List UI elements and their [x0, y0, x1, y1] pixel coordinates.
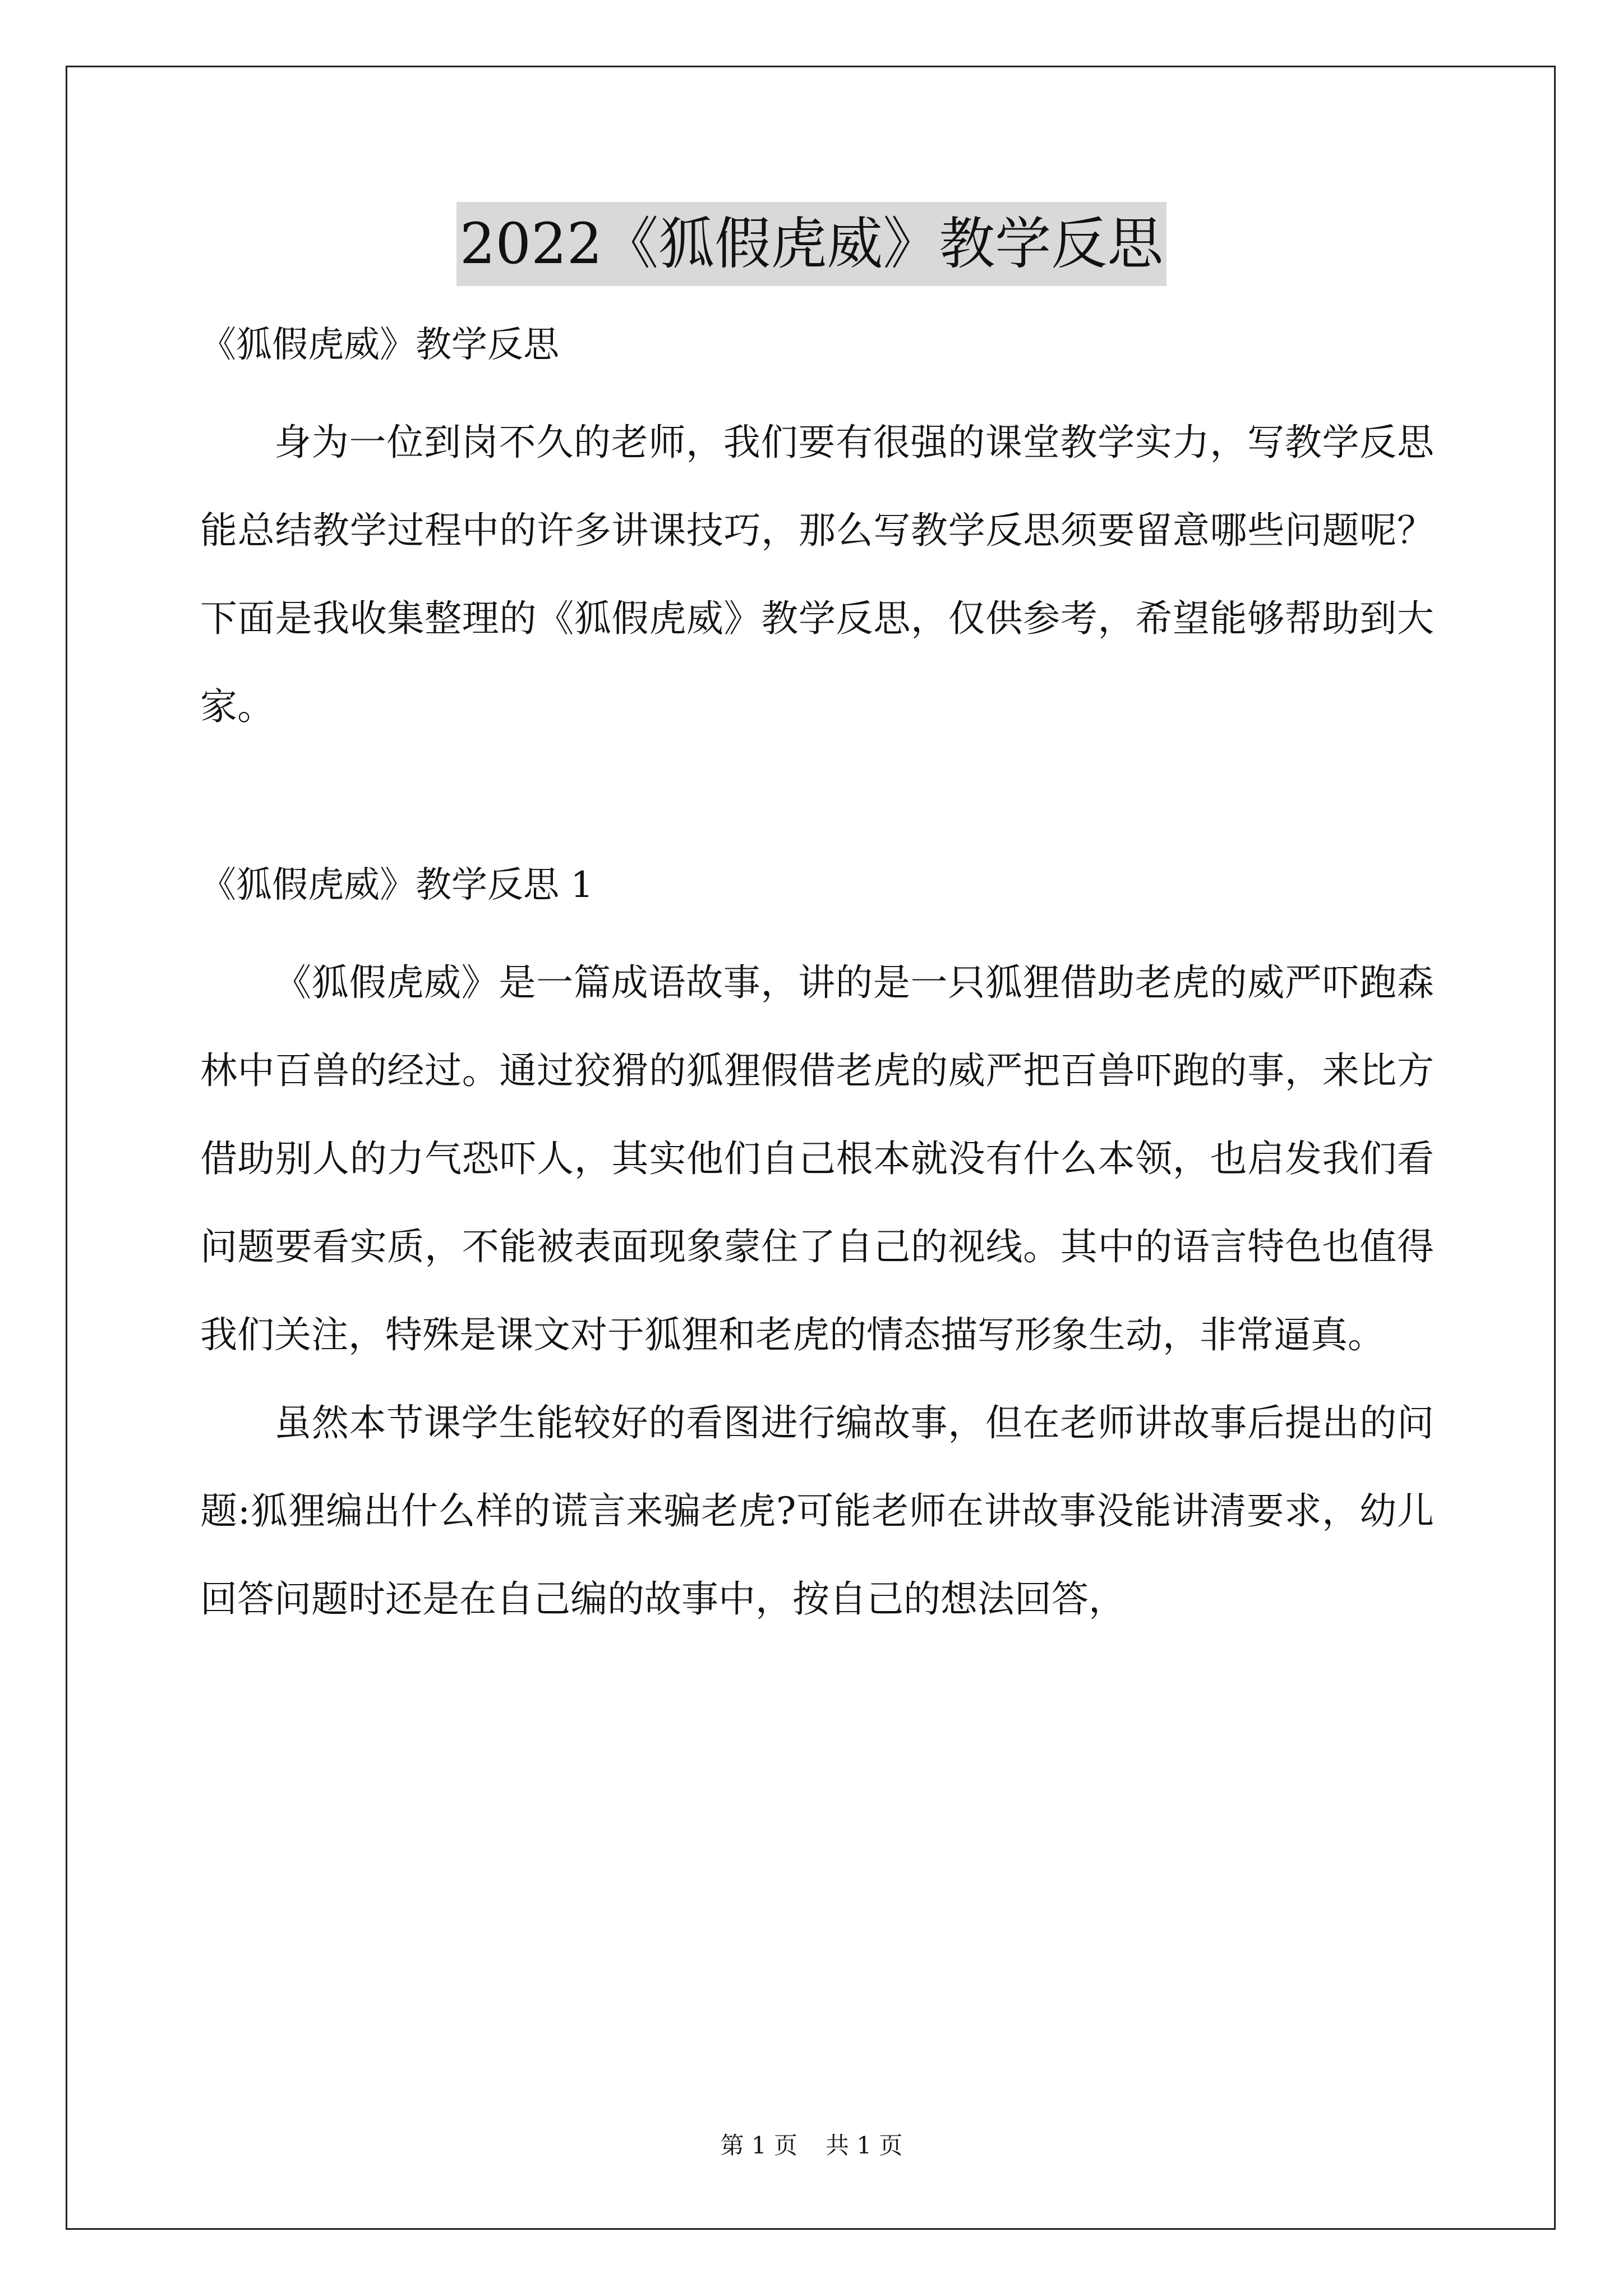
page-current: 第 1 页 [720, 2132, 797, 2159]
spacer [200, 370, 1434, 398]
intro-paragraph: 身为一位到岗不久的老师，我们要有很强的课堂教学实力，写教学反思能总结教学过程中的许多讲课技巧，那么写教学反思须要留意哪些问题呢？下面是我收集整理的《狐假虎威》教学反思，仅供参考，希望能够帮助到大家。 [200, 421, 1434, 728]
spacer [200, 910, 1434, 938]
document-body [200, 320, 1434, 1643]
section1-paragraph-1: 《狐假虎威》是一篇成语故事，讲的是一只狐狸借助老虎的威严吓跑森林中百兽的经过。通过狡猾的狐狸假借老虎的威严把百兽吓跑的事，来比方借助别人的力气恐吓人，其实他们自己根本就没有什么本领，也启发我们看问题要看实质，不能被表面现象蒙住了自己的视线。其中的语言特色也值得我们关注，特殊是课文对于狐狸和老虎的情态描写形象生动，非常逼真。 [200, 961, 1434, 1356]
title-container [0, 202, 1623, 286]
page-footer [0, 2129, 1623, 2162]
spacer [200, 751, 1434, 860]
section1-paragraph-2: 虽然本节课学生能较好的看图进行编故事，但在老师讲故事后提出的问题:狐狸编出什么样的谎言来骗老虎?可能老师在讲故事没能讲清要求，幼儿回答问题时还是在自己编的故事中，按自己的想法回答， [200, 1401, 1434, 1621]
document-title: 2022《狐假虎威》教学反思 [457, 202, 1167, 286]
intro-heading: 《狐假虎威》教学反思 [200, 324, 559, 366]
section1-heading: 《狐假虎威》教学反思 1 [200, 864, 594, 906]
page-total: 共 1 页 [826, 2132, 903, 2159]
